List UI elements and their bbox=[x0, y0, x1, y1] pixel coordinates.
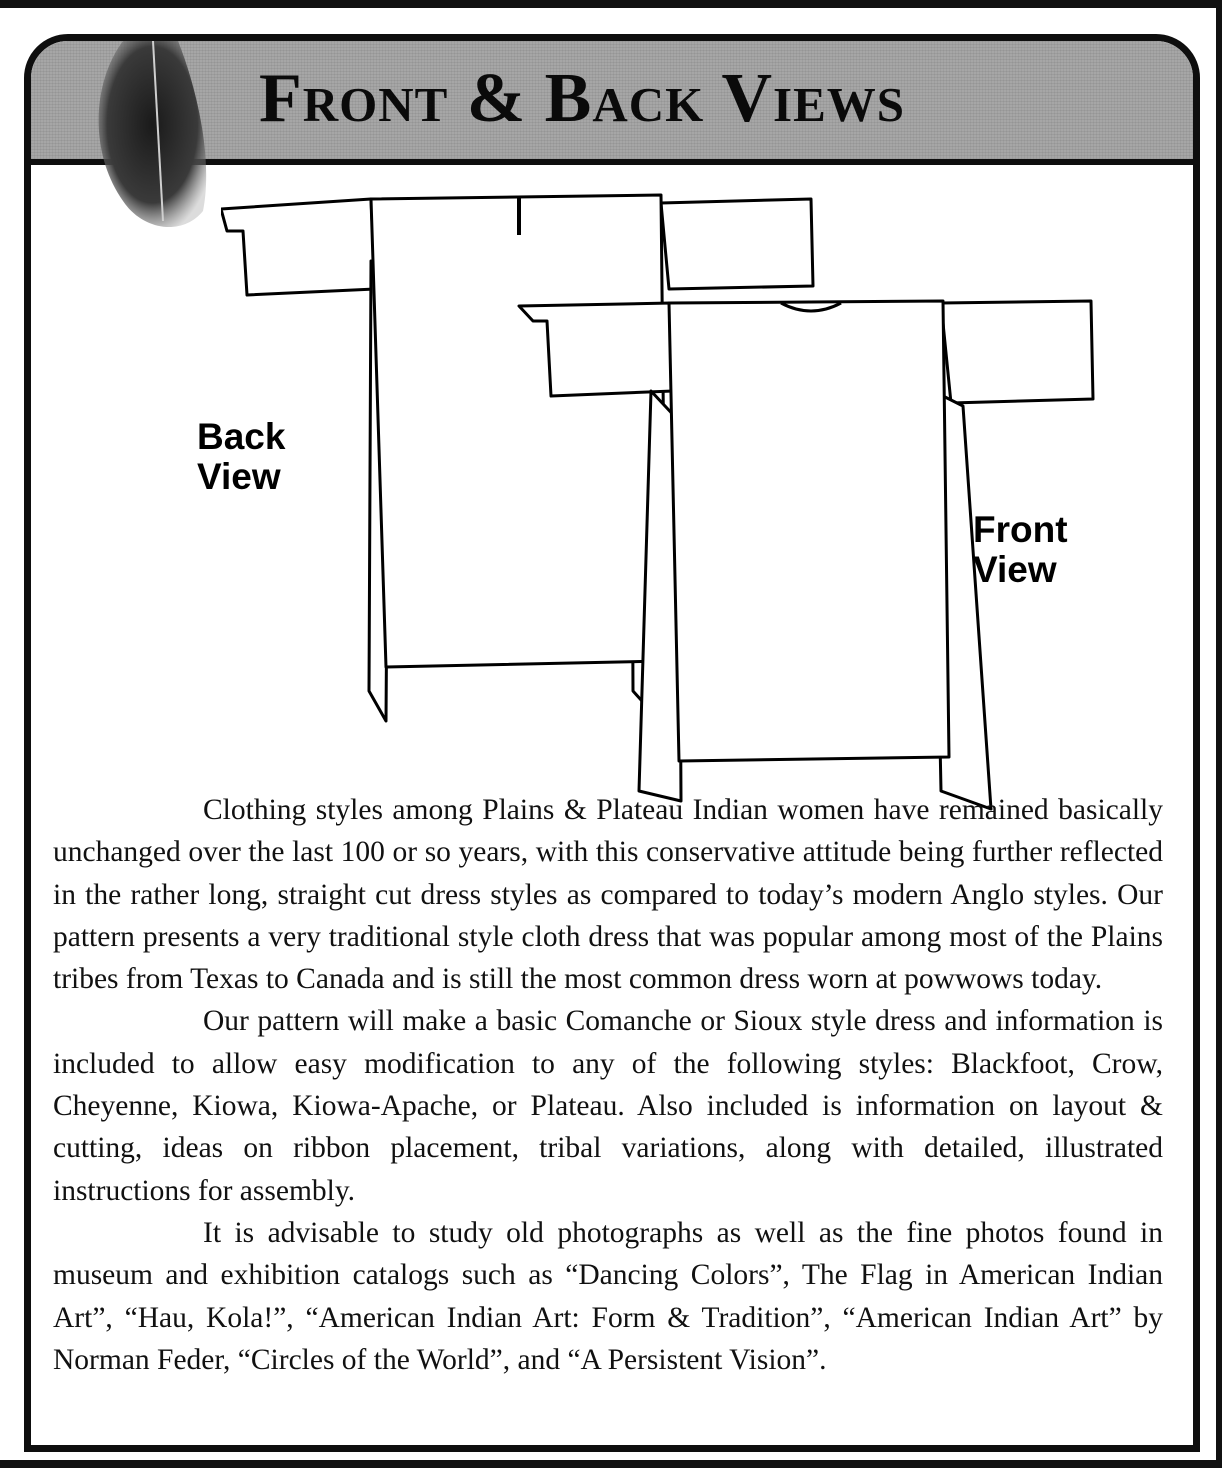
content-panel bbox=[24, 34, 1200, 1452]
back-view-label-line2: View bbox=[197, 456, 281, 497]
top-border-rule bbox=[0, 0, 1222, 8]
paragraph-references: It is advisable to study old photographs as well as the fine photos found in museum and exhibition catalogs such as “Dancing Colors”, The Flag in American Indian Art”, “Hau, Kola!”, “American Indian Art: Form & Tradition”, “American Indian Art” by Norman Feder, “Circles of the World”, and “A Persistent Vision”. bbox=[53, 1216, 1163, 1376]
back-view-label bbox=[197, 417, 285, 497]
page-title: Front & Back Views bbox=[259, 60, 906, 137]
paragraph-intro: Clothing styles among Plains & Plateau Indian women have remained basically unchanged over the last 100 or so years, with this conservative attitude being further reflected in the rather long, straight cut dress styles as compared to today’s modern Anglo styles. Our pattern presents a very traditional style cloth dress that was popular among most of the Plains tribes from Texas to Canada and is still the most common dress worn at powwows today. bbox=[53, 794, 1163, 996]
dress-illustration bbox=[221, 191, 1141, 821]
front-view-label-line1: Front bbox=[973, 509, 1068, 550]
back-view-label-line1: Back bbox=[197, 416, 286, 457]
body-text bbox=[53, 789, 1163, 1381]
bottom-border-rule bbox=[0, 1460, 1222, 1468]
paragraph-pattern: Our pattern will make a basic Comanche or Sioux style dress and information is included to allow easy modification to any of the following styles: Blackfoot, Crow, Cheyenne, Kiowa, Kiowa-Apache, or Plateau. Also included is information on layout & cutting, ideas on ribbon placement, tribal variations, along with detailed, illustrated instructions for assembly. bbox=[53, 1005, 1163, 1207]
front-view-label bbox=[973, 510, 1068, 590]
right-border-rule bbox=[1216, 0, 1222, 1468]
front-view-label-line2: View bbox=[973, 549, 1057, 590]
feather-icon bbox=[83, 41, 213, 241]
